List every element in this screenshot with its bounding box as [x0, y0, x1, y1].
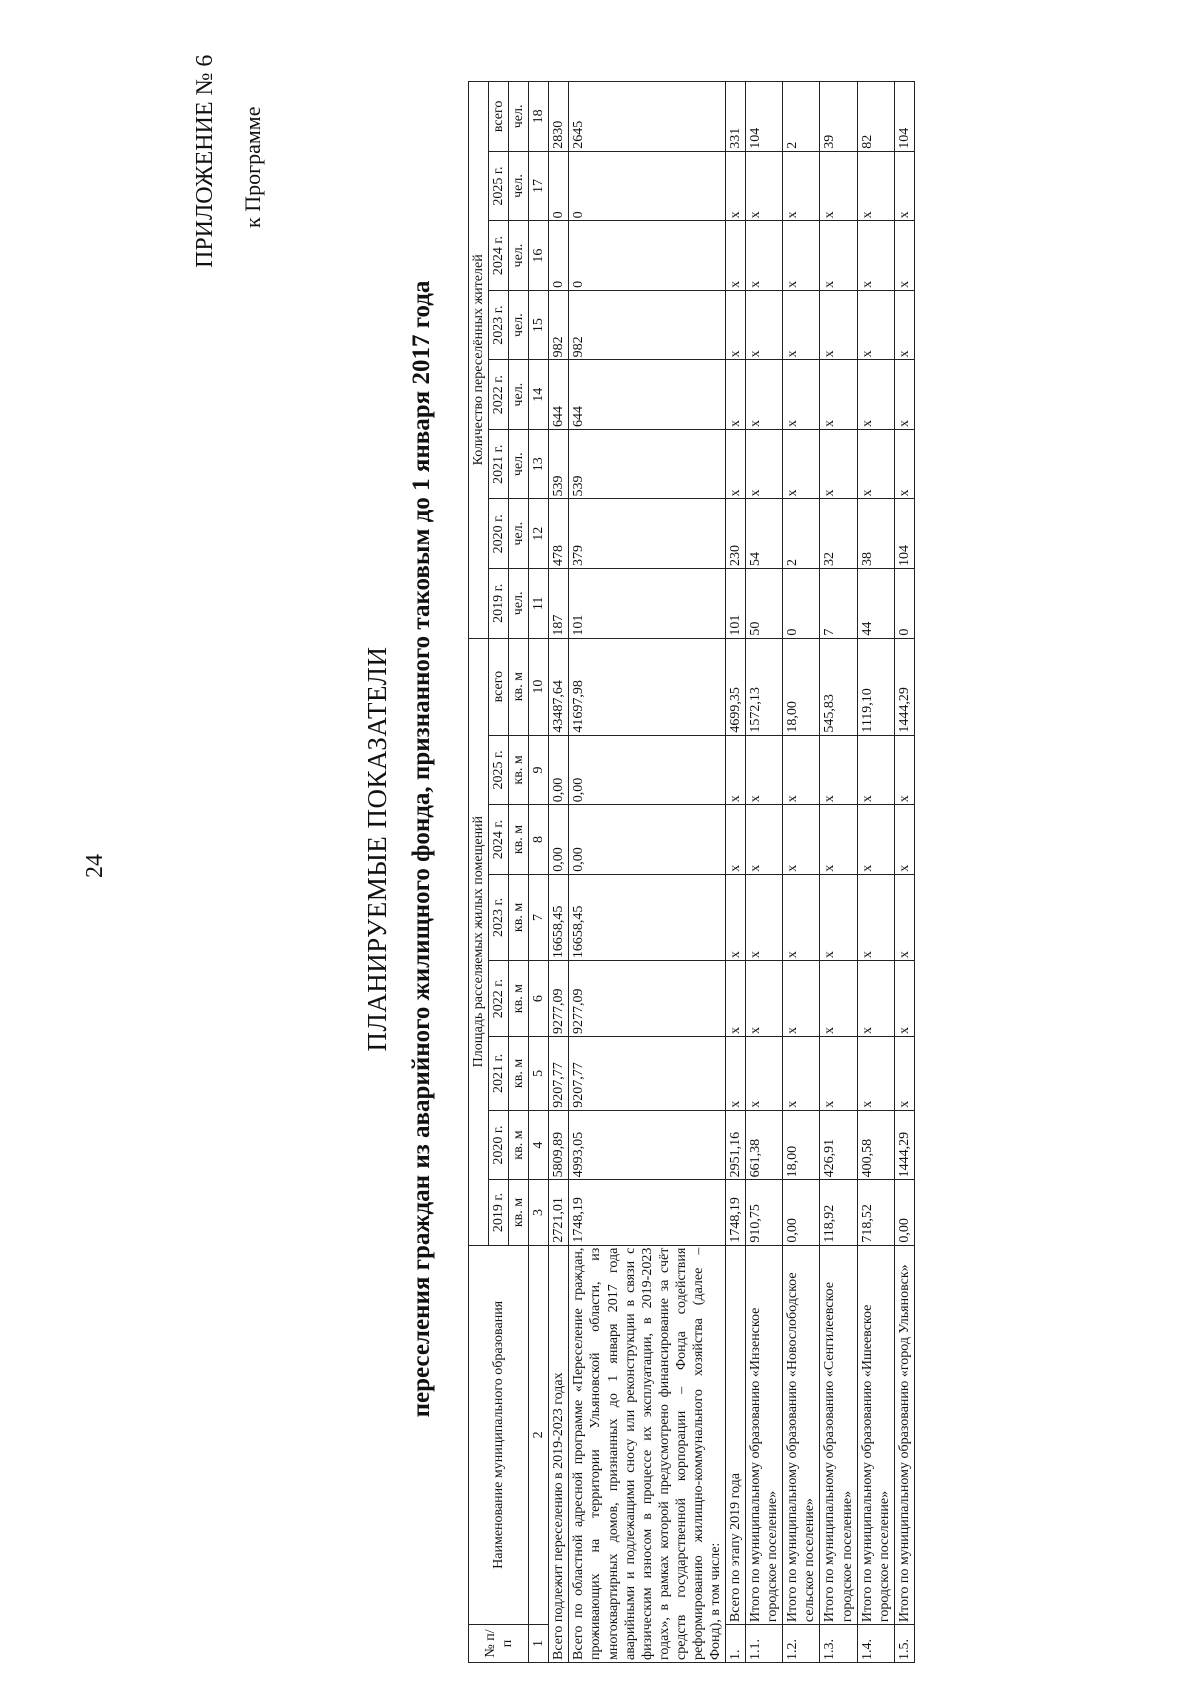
- people-cell: 104: [894, 82, 914, 152]
- area-cell: x: [857, 1037, 894, 1111]
- area-cell: 718,52: [857, 1180, 894, 1245]
- annex-subtitle: к Программе: [240, 106, 265, 228]
- header-area-unit: кв. м: [509, 1180, 529, 1245]
- annex-title: ПРИЛОЖЕНИЕ № 6: [192, 54, 218, 268]
- table-row: [783, 82, 820, 1663]
- people-cell: x: [783, 360, 820, 430]
- area-cell: 4699,35: [726, 638, 746, 735]
- people-cell: 644: [569, 360, 726, 430]
- area-cell: 41697,98: [569, 638, 726, 735]
- people-cell: x: [746, 360, 783, 430]
- area-cell: 9277,09: [569, 961, 726, 1037]
- area-cell: x: [746, 735, 783, 805]
- header-area-unit: кв. м: [509, 638, 529, 735]
- table-row: [857, 82, 894, 1663]
- people-cell: x: [746, 290, 783, 360]
- table-row: [820, 82, 857, 1663]
- header-area-year: 2025 г.: [489, 735, 509, 805]
- column-index-cell: 13: [529, 429, 549, 499]
- area-cell: 0,00: [783, 1180, 820, 1245]
- people-cell: 101: [569, 569, 726, 639]
- header-area-year: 2023 г.: [489, 874, 509, 960]
- column-index-cell: 6: [529, 961, 549, 1037]
- people-cell: x: [820, 221, 857, 291]
- row-number: 1.1.: [746, 1625, 783, 1663]
- column-index-cell: 14: [529, 360, 549, 430]
- header-people-year: 2023 г.: [489, 290, 509, 360]
- header-people-unit: чел.: [509, 499, 529, 569]
- area-cell: 16658,45: [569, 874, 726, 960]
- area-cell: 2721,01: [549, 1180, 569, 1245]
- people-cell: 39: [820, 82, 857, 152]
- table-row: [746, 82, 783, 1663]
- header-people-year: 2019 г.: [489, 569, 509, 639]
- people-cell: 539: [569, 429, 726, 499]
- area-cell: 426,91: [820, 1110, 857, 1180]
- row-name: Всего подлежит переселению в 2019-2023 годах: [549, 1245, 569, 1662]
- people-cell: x: [894, 429, 914, 499]
- column-index-cell: 7: [529, 874, 549, 960]
- header-area-year: 2024 г.: [489, 805, 509, 875]
- area-cell: 545,83: [820, 638, 857, 735]
- area-cell: 0,00: [549, 735, 569, 805]
- area-cell: x: [820, 961, 857, 1037]
- column-index-cell: 12: [529, 499, 549, 569]
- area-cell: x: [894, 1037, 914, 1111]
- area-cell: x: [857, 874, 894, 960]
- area-cell: 43487,64: [549, 638, 569, 735]
- area-cell: 400,58: [857, 1110, 894, 1180]
- header-area-unit: кв. м: [509, 805, 529, 875]
- people-cell: 104: [894, 499, 914, 569]
- header-people-year: 2024 г.: [489, 221, 509, 291]
- row-name: Итого по муниципальному образованию «Новослободское сельское поселение»: [783, 1245, 820, 1624]
- area-cell: x: [894, 961, 914, 1037]
- header-area-unit: кв. м: [509, 1110, 529, 1180]
- people-cell: 230: [726, 499, 746, 569]
- area-cell: x: [783, 874, 820, 960]
- header-num: № п/п: [469, 1625, 529, 1663]
- page-number: 24: [82, 854, 108, 878]
- area-cell: 1748,19: [726, 1180, 746, 1245]
- row-name: Итого по муниципальному образованию «Сенгилеевское городское поселение»: [820, 1245, 857, 1624]
- indicators-table: [468, 81, 915, 1663]
- people-cell: x: [820, 360, 857, 430]
- area-cell: x: [820, 874, 857, 960]
- people-cell: x: [894, 221, 914, 291]
- area-cell: x: [894, 735, 914, 805]
- column-index-cell: 5: [529, 1037, 549, 1111]
- area-cell: 9277,09: [549, 961, 569, 1037]
- people-cell: 2645: [569, 82, 726, 152]
- people-cell: x: [857, 429, 894, 499]
- people-cell: 539: [549, 429, 569, 499]
- people-cell: 7: [820, 569, 857, 639]
- header-people-year: 2025 г.: [489, 151, 509, 221]
- people-cell: x: [857, 290, 894, 360]
- people-cell: 0: [549, 151, 569, 221]
- area-cell: 9207,77: [549, 1037, 569, 1111]
- people-cell: 104: [746, 82, 783, 152]
- people-cell: 0: [569, 221, 726, 291]
- area-cell: x: [857, 805, 894, 875]
- people-cell: x: [746, 151, 783, 221]
- area-cell: 4993,05: [569, 1110, 726, 1180]
- people-cell: x: [820, 429, 857, 499]
- header-people-unit: чел.: [509, 221, 529, 291]
- area-cell: x: [746, 1037, 783, 1111]
- area-cell: 18,00: [783, 638, 820, 735]
- people-cell: 44: [857, 569, 894, 639]
- people-cell: 82: [857, 82, 894, 152]
- header-people-year: 2020 г.: [489, 499, 509, 569]
- people-cell: 50: [746, 569, 783, 639]
- area-cell: 1572,13: [746, 638, 783, 735]
- header-area-year: 2019 г.: [489, 1180, 509, 1245]
- column-index-cell: 1: [529, 1625, 549, 1663]
- people-cell: 478: [549, 499, 569, 569]
- area-cell: 1444,29: [894, 1110, 914, 1180]
- people-cell: 644: [549, 360, 569, 430]
- area-cell: 2951,16: [726, 1110, 746, 1180]
- table-row: [726, 82, 746, 1663]
- header-area-unit: кв. м: [509, 735, 529, 805]
- column-index-cell: 9: [529, 735, 549, 805]
- row-number: 1.4.: [857, 1625, 894, 1663]
- column-index-cell: 17: [529, 151, 549, 221]
- header-people-unit: чел.: [509, 82, 529, 152]
- column-index-cell: 8: [529, 805, 549, 875]
- header-area-unit: кв. м: [509, 1037, 529, 1111]
- column-index-cell: 11: [529, 569, 549, 639]
- area-cell: x: [820, 735, 857, 805]
- header-area-year: 2020 г.: [489, 1110, 509, 1180]
- header-people-unit: чел.: [509, 429, 529, 499]
- column-index-cell: 18: [529, 82, 549, 152]
- area-cell: x: [783, 961, 820, 1037]
- column-index-cell: 10: [529, 638, 549, 735]
- people-cell: 982: [569, 290, 726, 360]
- area-cell: x: [746, 961, 783, 1037]
- people-cell: x: [783, 290, 820, 360]
- area-cell: 0,00: [569, 735, 726, 805]
- table-row: [549, 82, 569, 1663]
- row-name: Итого по муниципальному образованию «Ишеевское городское поселение»: [857, 1245, 894, 1624]
- people-cell: x: [894, 290, 914, 360]
- row-name: Итого по муниципальному образованию «город Ульяновск»: [894, 1245, 914, 1624]
- area-cell: 910,75: [746, 1180, 783, 1245]
- header-people-unit: чел.: [509, 569, 529, 639]
- column-index-cell: 15: [529, 290, 549, 360]
- column-index-cell: 2: [529, 1245, 549, 1624]
- area-cell: x: [857, 961, 894, 1037]
- header-area-year: 2021 г.: [489, 1037, 509, 1111]
- header-people-group: Количество переселённых жителей: [469, 82, 489, 639]
- people-cell: x: [746, 429, 783, 499]
- area-cell: 16658,45: [549, 874, 569, 960]
- people-cell: 54: [746, 499, 783, 569]
- column-index-cell: 16: [529, 221, 549, 291]
- area-cell: 18,00: [783, 1110, 820, 1180]
- row-number: 1.3.: [820, 1625, 857, 1663]
- area-cell: x: [857, 735, 894, 805]
- area-cell: x: [820, 805, 857, 875]
- area-cell: x: [746, 874, 783, 960]
- area-cell: 118,92: [820, 1180, 857, 1245]
- people-cell: 0: [783, 569, 820, 639]
- header-people-year: 2021 г.: [489, 429, 509, 499]
- area-cell: 0,00: [549, 805, 569, 875]
- people-cell: x: [783, 151, 820, 221]
- people-cell: x: [726, 429, 746, 499]
- people-cell: x: [894, 151, 914, 221]
- header-people-unit: чел.: [509, 290, 529, 360]
- area-cell: 5809,89: [549, 1110, 569, 1180]
- area-cell: 0,00: [569, 805, 726, 875]
- people-cell: x: [857, 360, 894, 430]
- row-number: 1.5.: [894, 1625, 914, 1663]
- table-row: [894, 82, 914, 1663]
- area-cell: 661,38: [746, 1110, 783, 1180]
- header-area-total: всего: [489, 638, 509, 735]
- people-cell: 187: [549, 569, 569, 639]
- people-cell: x: [726, 360, 746, 430]
- header-area-unit: кв. м: [509, 961, 529, 1037]
- area-cell: 9207,77: [569, 1037, 726, 1111]
- header-area-year: 2022 г.: [489, 961, 509, 1037]
- people-cell: x: [783, 221, 820, 291]
- column-index-cell: 4: [529, 1110, 549, 1180]
- people-cell: 331: [726, 82, 746, 152]
- header-area-unit: кв. м: [509, 874, 529, 960]
- area-cell: x: [726, 1037, 746, 1111]
- row-name: Итого по муниципальному образованию «Инзенское городское поселение»: [746, 1245, 783, 1624]
- area-cell: 1444,29: [894, 638, 914, 735]
- area-cell: x: [894, 805, 914, 875]
- area-cell: 0,00: [894, 1180, 914, 1245]
- area-cell: x: [894, 874, 914, 960]
- people-cell: 0: [569, 151, 726, 221]
- people-cell: 982: [549, 290, 569, 360]
- document-subtitle: переселения граждан из аварийного жилищного фонда, признанного таковым до 1 января 2017 года: [408, 280, 435, 1418]
- table-body: [529, 82, 915, 1663]
- area-cell: 1748,19: [569, 1180, 726, 1245]
- area-cell: x: [746, 805, 783, 875]
- area-cell: x: [820, 1037, 857, 1111]
- people-cell: x: [857, 221, 894, 291]
- people-cell: x: [726, 221, 746, 291]
- area-cell: 1119,10: [857, 638, 894, 735]
- area-cell: x: [783, 805, 820, 875]
- document-title: ПЛАНИРУЕМЫЕ ПОКАЗАТЕЛИ: [362, 646, 392, 1052]
- row-name: Всего по этапу 2019 года: [726, 1245, 746, 1624]
- row-name: Всего по областной адресной программе «Переселение граждан, проживающих на территории Ульяновской области, из многоквартирных домов, признанных до 1 января 2017 года аварийными и подлежащими сносу или реконструкции в связи с физическим износом в процессе их эксплуатации, в 2019-2023 годах», в рамках которой предусмотрено финансирование за счёт средств государственной корпорации – Фонда содействия реформированию жилищно-коммунального хозяйства (далее – Фонд), в том числе:: [569, 1245, 726, 1662]
- column-index-cell: 3: [529, 1180, 549, 1245]
- row-number: 1.2.: [783, 1625, 820, 1663]
- people-cell: 101: [726, 569, 746, 639]
- column-index-row: [529, 82, 549, 1663]
- people-cell: x: [857, 151, 894, 221]
- area-cell: x: [726, 735, 746, 805]
- people-cell: x: [820, 151, 857, 221]
- people-cell: x: [746, 221, 783, 291]
- table-row: [569, 82, 726, 1663]
- people-cell: 2830: [549, 82, 569, 152]
- people-cell: x: [894, 360, 914, 430]
- people-cell: 38: [857, 499, 894, 569]
- header-people-unit: чел.: [509, 360, 529, 430]
- area-cell: x: [726, 961, 746, 1037]
- people-cell: 0: [894, 569, 914, 639]
- people-cell: 379: [569, 499, 726, 569]
- area-cell: x: [783, 735, 820, 805]
- header-area-group: Площадь расселяемых жилых помещений: [469, 638, 489, 1245]
- area-cell: x: [726, 874, 746, 960]
- people-cell: 0: [549, 221, 569, 291]
- people-cell: 2: [783, 82, 820, 152]
- people-cell: x: [726, 290, 746, 360]
- area-cell: x: [726, 805, 746, 875]
- people-cell: x: [820, 290, 857, 360]
- people-cell: x: [726, 151, 746, 221]
- header-people-year: 2022 г.: [489, 360, 509, 430]
- header-name: Наименование муниципального образования: [469, 1245, 529, 1624]
- people-cell: 2: [783, 499, 820, 569]
- people-cell: 32: [820, 499, 857, 569]
- area-cell: x: [783, 1037, 820, 1111]
- people-cell: x: [783, 429, 820, 499]
- header-people-total: всего: [489, 82, 509, 152]
- header-people-unit: чел.: [509, 151, 529, 221]
- row-number: 1.: [726, 1625, 746, 1663]
